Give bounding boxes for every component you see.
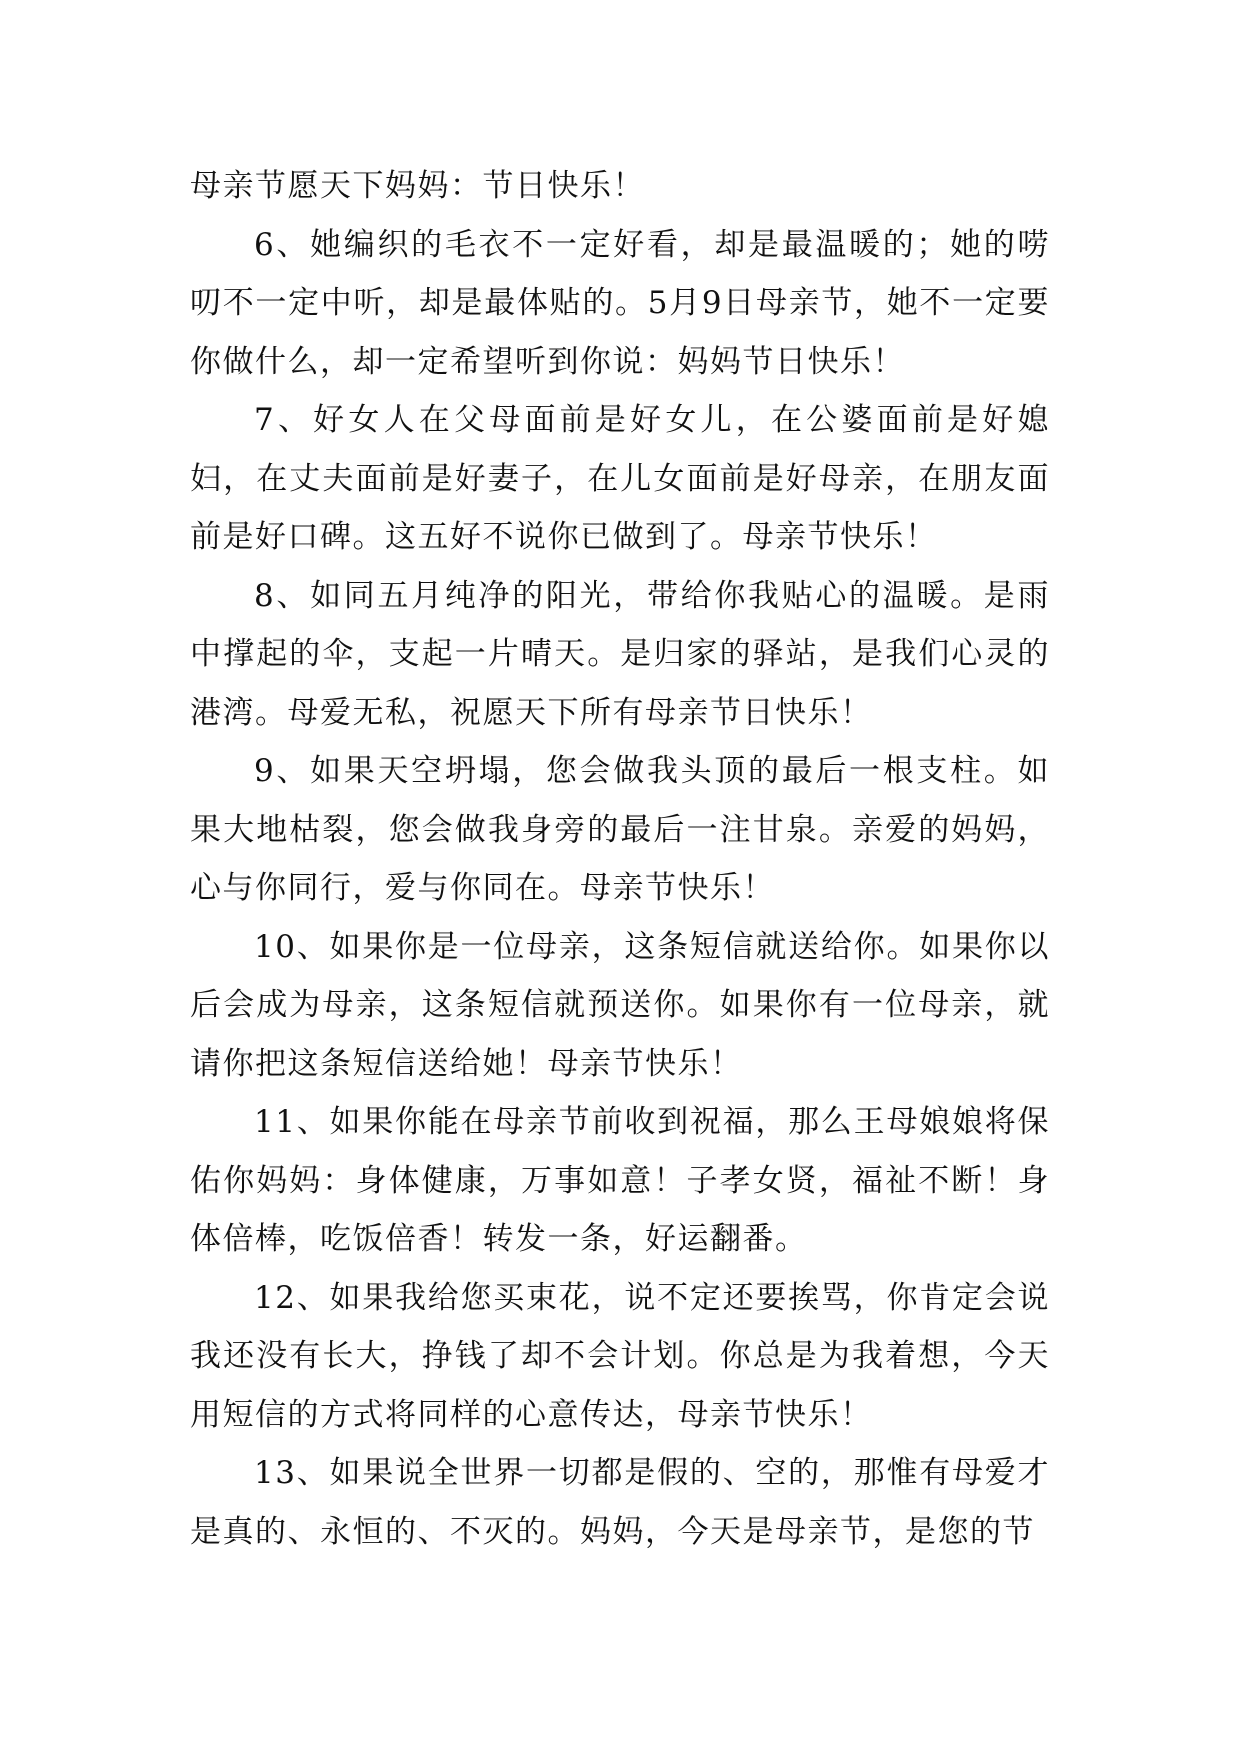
paragraph-9: 9、如果天空坍塌，您会做我头顶的最后一根支柱。如果大地枯裂，您会做我身旁的最后一注甘泉。亲爱的妈妈，心与你同行，爱与你同在。母亲节快乐！: [190, 753, 1050, 906]
paragraph-10: 10、如果你是一位母亲，这条短信就送给你。如果你以后会成为母亲，这条短信就预送你。如果你有一位母亲，就请你把这条短信送给她！母亲节快乐！: [190, 928, 1050, 1082]
paragraph-7: 7、好女人在父母面前是好女儿，在公婆面前是好媳妇，在丈夫面前是好妻子，在儿女面前是好母亲，在朋友面前是好口碑。这五好不说你已做到了。母亲节快乐！: [190, 402, 1050, 555]
paragraph-13: 13、如果说全世界一切都是假的、空的，那惟有母爱才是真的、永恒的、不灭的。妈妈，今天是母亲节，是您的节: [190, 1455, 1050, 1550]
paragraph-6: 6、她编织的毛衣不一定好看，却是最温暖的；她的唠叨不一定中听，却是最体贴的。5月9日母亲节，她不一定要你做什么，却一定希望听到你说：妈妈节日快乐！: [190, 226, 1050, 380]
paragraph-12: 12、如果我给您买束花，说不定还要挨骂，你肯定会说我还没有长大，挣钱了却不会计划。你总是为我着想，今天用短信的方式将同样的心意传达，母亲节快乐！: [190, 1279, 1050, 1433]
paragraph-11: 11、如果你能在母亲节前收到祝福，那么王母娘娘将保佑你妈妈：身体健康，万事如意！子孝女贤，福祉不断！身体倍棒，吃饭倍香！转发一条，好运翻番。: [190, 1104, 1050, 1257]
paragraph-8: 8、如同五月纯净的阳光，带给你我贴心的温暖。是雨中撑起的伞，支起一片晴天。是归家的驿站，是我们心灵的港湾。母爱无私，祝愿天下所有母亲节日快乐！: [190, 577, 1050, 731]
document-body: [190, 157, 1050, 1561]
paragraph-continuation: 母亲节愿天下妈妈：节日快乐！: [190, 168, 645, 204]
